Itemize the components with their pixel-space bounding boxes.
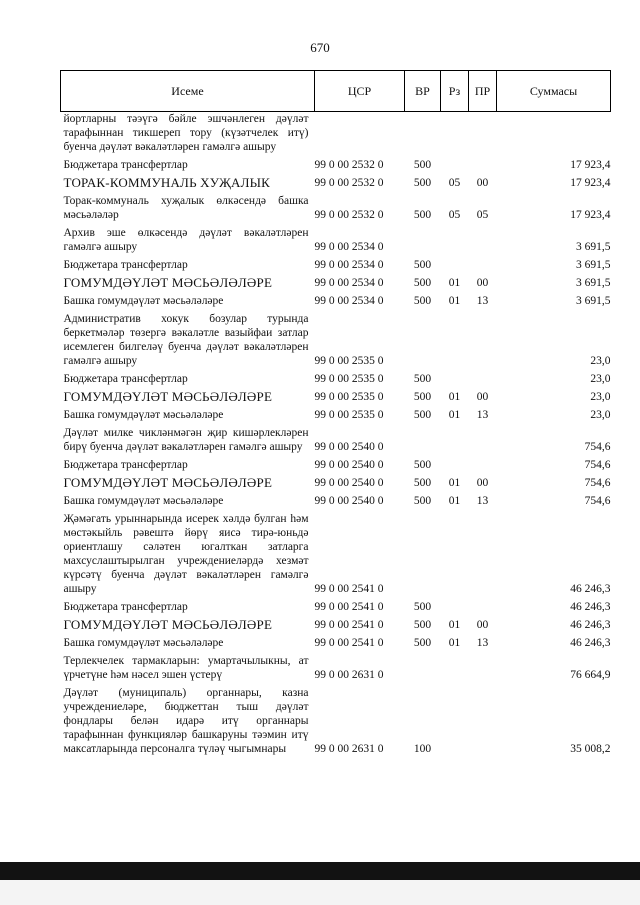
cell-rz [441,112,469,155]
cell-sum: 3 691,5 [576,277,611,289]
table-header-row [61,71,611,112]
cell-rz [441,254,469,272]
cell-name: Торак-коммуналь хуҗалык өлкәсендә башка мәсьәләләр [63,195,309,221]
cell-rz [441,508,469,596]
cell-vr [405,508,441,596]
cell-csr: 99 0 00 2540 0 [314,495,384,507]
cell-name: Башка гомумдәүләт мәсьәләләре [63,637,224,649]
cell-pr [469,308,497,368]
header-vr: ВР [405,71,441,112]
table-row [61,254,611,272]
cell-name: ТОРАК-КОММУНАЛЬ ХУҖАЛЫК [63,175,271,190]
cell-pr [469,508,497,596]
cell-pr: 13 [476,637,489,649]
cell-sum: 754,6 [584,441,611,453]
cell-sum: 46 246,3 [570,583,611,595]
cell-sum: 754,6 [584,495,611,507]
cell-vr [405,650,441,682]
table-row [61,308,611,368]
cell-name: ГОМУМДӘҮЛӘТ МӘСЬӘЛӘЛӘРЕ [63,389,273,404]
cell-pr: 00 [476,391,489,403]
cell-csr: 99 0 00 2534 0 [314,295,384,307]
table-row [61,614,611,632]
cell-csr: 99 0 00 2541 0 [314,601,384,613]
cell-vr: 500 [413,391,432,403]
cell-sum: 46 246,3 [570,601,611,613]
scan-border [0,862,640,880]
cell-sum: 76 664,9 [570,669,611,681]
cell-pr: 13 [476,495,489,507]
cell-pr: 00 [476,277,489,289]
cell-csr: 99 0 00 2534 0 [314,241,384,253]
budget-table [60,70,611,756]
cell-vr: 500 [413,619,432,631]
cell-rz [441,596,469,614]
cell-rz: 01 [448,495,461,507]
table-row [61,596,611,614]
cell-name: Бюджетара трансфертлар [63,601,188,613]
cell-vr: 500 [413,373,432,385]
table-body [61,112,611,757]
table-row [61,386,611,404]
cell-rz [441,682,469,756]
cell-vr: 500 [413,477,432,489]
cell-sum [497,112,611,155]
cell-vr: 500 [413,409,432,421]
cell-rz: 01 [448,391,461,403]
cell-rz [441,154,469,172]
cell-name: ГОМУМДӘҮЛӘТ МӘСЬӘЛӘЛӘРЕ [63,617,273,632]
cell-name: ГОМУМДӘҮЛӘТ МӘСЬӘЛӘЛӘРЕ [63,275,273,290]
cell-pr: 00 [476,477,489,489]
cell-vr [405,422,441,454]
cell-rz: 01 [448,277,461,289]
table-row [61,472,611,490]
cell-pr: 13 [476,409,489,421]
cell-csr: 99 0 00 2535 0 [314,355,384,367]
cell-csr [315,112,405,155]
table-row [61,650,611,682]
cell-sum: 3 691,5 [576,295,611,307]
cell-csr: 99 0 00 2532 0 [314,159,384,171]
cell-name: Архив эше өлкәсендә дәүләт вәкаләтләрен гамәлгә ашыру [63,227,309,253]
cell-pr: 13 [476,295,489,307]
cell-csr: 99 0 00 2541 0 [314,583,384,595]
cell-sum: 23,0 [590,409,611,421]
cell-name: йортларны тәэүгә бәйле эшчәнлеген дәүләт тарафыннан тикшереп тору (күзәтчелек итү) буенча дәүләт вәкаләтләрен гамәлгә ашыру [63,113,309,153]
cell-vr: 500 [413,495,432,507]
cell-vr [405,222,441,254]
table-row [61,172,611,190]
cell-sum: 23,0 [590,373,611,385]
cell-csr: 99 0 00 2540 0 [314,441,384,453]
cell-csr: 99 0 00 2631 0 [314,743,384,755]
cell-pr [469,254,497,272]
cell-csr: 99 0 00 2535 0 [314,373,384,385]
cell-sum: 3 691,5 [576,259,611,271]
cell-vr [405,308,441,368]
cell-name: Бюджетара трансфертлар [63,459,188,471]
cell-csr: 99 0 00 2540 0 [314,459,384,471]
cell-pr [469,682,497,756]
cell-csr: 99 0 00 2535 0 [314,409,384,421]
page-edge [0,880,640,905]
cell-name: Административ хокук бозулар турында беркетмәләр төзергә вәкаләтле вазыйфаи затлар исемлеген билгеләү буенча дәүләт вәкаләтләрен гамәлгә ашыру [63,313,309,367]
cell-pr [469,650,497,682]
cell-rz [441,650,469,682]
cell-vr: 100 [413,743,432,755]
cell-csr: 99 0 00 2534 0 [314,277,384,289]
cell-vr: 500 [413,159,432,171]
cell-name: Бюджетара трансфертлар [63,159,188,171]
header-name: Исеме [61,71,315,112]
cell-sum: 23,0 [590,355,611,367]
cell-csr: 99 0 00 2534 0 [314,259,384,271]
cell-sum: 17 923,4 [570,209,611,221]
cell-name: Терлекчелек тармакларын: умартачылыкны, ат үрчетүне һәм нәсел эшен үстерү [63,655,309,681]
cell-csr: 99 0 00 2631 0 [314,669,384,681]
cell-pr: 05 [476,209,489,221]
cell-sum: 46 246,3 [570,637,611,649]
cell-sum: 754,6 [584,477,611,489]
cell-vr: 500 [413,177,432,189]
cell-name: Бюджетара трансфертлар [63,259,188,271]
cell-pr [469,596,497,614]
header-pr: ПР [469,71,497,112]
cell-name: Башка гомумдәүләт мәсьәләләре [63,295,224,307]
cell-csr: 99 0 00 2532 0 [314,177,384,189]
cell-name: Дәүләт милке чикләнмәгән җир кишәрлекләрен бирү буенча дәүләт вәкаләтләрен гамәлгә ашыру [63,427,309,453]
cell-rz: 05 [448,209,461,221]
cell-sum: 35 008,2 [570,743,611,755]
cell-rz [441,368,469,386]
cell-csr: 99 0 00 2532 0 [314,209,384,221]
table-row [61,272,611,290]
table-row [61,290,611,308]
table-row [61,190,611,222]
cell-rz [441,222,469,254]
table-row [61,112,611,155]
cell-csr: 99 0 00 2540 0 [314,477,384,489]
header-sum: Суммасы [497,71,611,112]
cell-vr: 500 [413,459,432,471]
cell-name: Җәмәгать урыннарында исерек хәлдә булган һәм мөстәкыйль рәвештә йөрү яисә тирә-юньдә ориентлашу сәләтен югалткан затларга махсуслаштырылган учреждениеләрдә хезмәт күрсәтү буенча дәүләт вәкаләтләрен гамәлгә ашыру [63,513,309,595]
table-row [61,422,611,454]
cell-name: Бюджетара трансфертлар [63,373,188,385]
cell-sum: 17 923,4 [570,177,611,189]
cell-sum: 23,0 [590,391,611,403]
table-row [61,368,611,386]
cell-sum: 754,6 [584,459,611,471]
table-row [61,154,611,172]
table-row [61,508,611,596]
cell-rz: 05 [448,177,461,189]
cell-pr: 00 [476,619,489,631]
table-row [61,490,611,508]
table-row [61,404,611,422]
table-row [61,454,611,472]
cell-name: Башка гомумдәүләт мәсьәләләре [63,495,224,507]
cell-csr: 99 0 00 2535 0 [314,391,384,403]
cell-pr [469,422,497,454]
cell-rz [441,308,469,368]
cell-rz: 01 [448,637,461,649]
cell-vr [405,112,441,155]
cell-csr: 99 0 00 2541 0 [314,637,384,649]
page-number: 670 [310,40,330,55]
cell-csr: 99 0 00 2541 0 [314,619,384,631]
cell-vr: 500 [413,637,432,649]
cell-vr: 500 [413,295,432,307]
cell-pr [469,454,497,472]
cell-vr: 500 [413,209,432,221]
cell-sum: 46 246,3 [570,619,611,631]
table-row [61,632,611,650]
table-row [61,222,611,254]
cell-rz [441,422,469,454]
cell-vr: 500 [413,277,432,289]
cell-rz: 01 [448,409,461,421]
cell-name: Дәүләт (муниципаль) органнары, казна учреждениеләре, бюджеттан тыш дәүләт фондлары белән идарә итү органнары тарафыннан функцияләр башкаруны тәэмин итү максатларында персоналга түләү чыгымнары [63,687,309,755]
cell-pr: 00 [476,177,489,189]
cell-vr: 500 [413,259,432,271]
cell-pr [469,112,497,155]
cell-pr [469,368,497,386]
header-rz: Рз [441,71,469,112]
cell-rz: 01 [448,295,461,307]
header-csr: ЦСР [315,71,405,112]
cell-vr: 500 [413,601,432,613]
cell-rz: 01 [448,477,461,489]
cell-pr [469,154,497,172]
cell-rz [441,454,469,472]
cell-sum: 17 923,4 [570,159,611,171]
cell-name: Башка гомумдәүләт мәсьәләләре [63,409,224,421]
cell-sum: 3 691,5 [576,241,611,253]
cell-rz: 01 [448,619,461,631]
cell-name: ГОМУМДӘҮЛӘТ МӘСЬӘЛӘЛӘРЕ [63,475,273,490]
cell-pr [469,222,497,254]
table-row [61,682,611,756]
